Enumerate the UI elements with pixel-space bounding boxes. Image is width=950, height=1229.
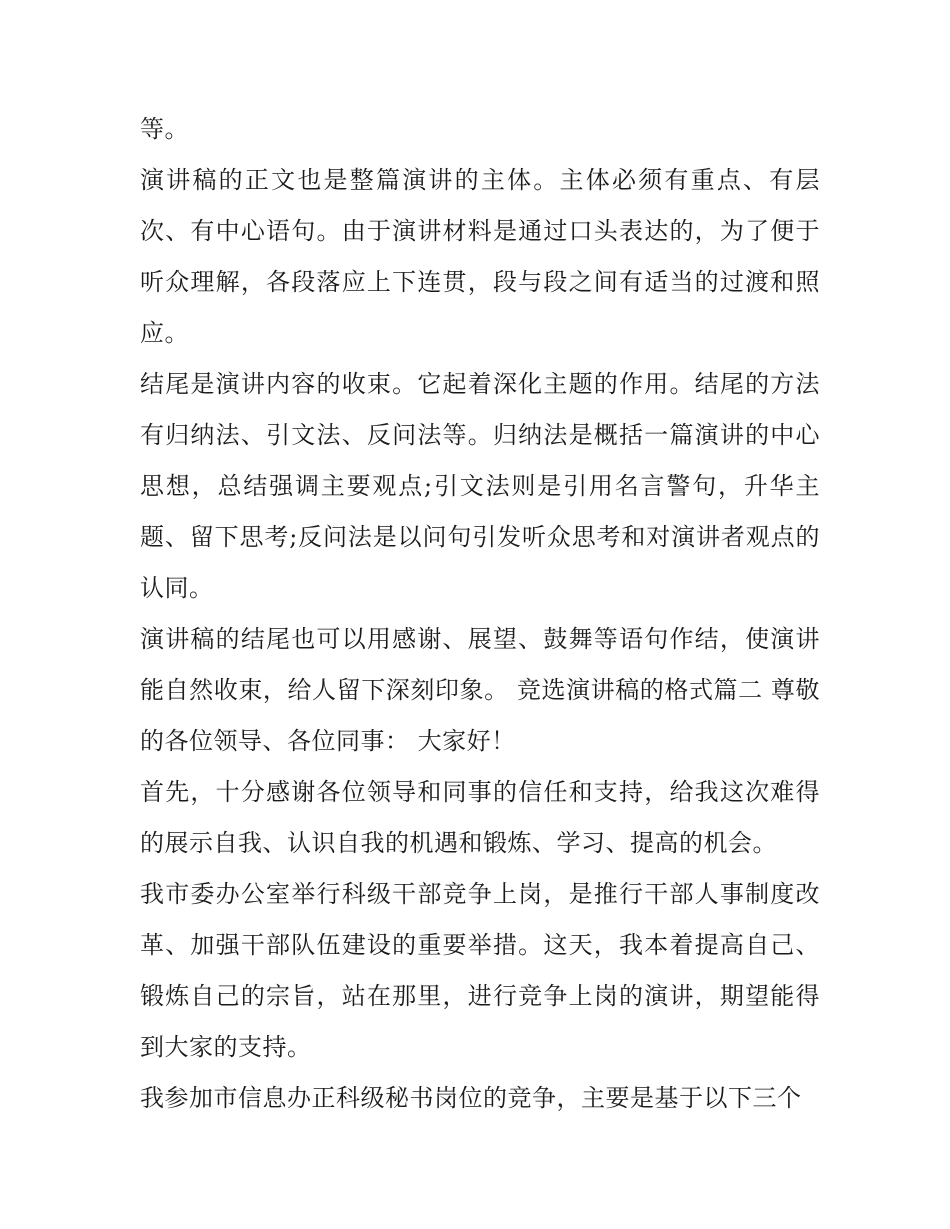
document-body xyxy=(140,104,820,1124)
paragraph-continuation: 等。 xyxy=(140,115,189,143)
paragraph-ending-section: 结尾是演讲内容的收束。它起着深化主题的作用。结尾的方法有归纳法、引文法、反问法等。归纳法是概括一篇演讲的中心思想，总结强调主要观点;引文法则是引用名言警句，升华主题、留下思考;反问法是以问句引发听众思考和对演讲者观点的认同。 xyxy=(140,370,820,602)
paragraph-body-section: 演讲稿的正文也是整篇演讲的主体。主体必须有重点、有层次、有中心语句。由于演讲材料是通过口头表达的，为了便于听众理解，各段落应上下连贯，段与段之间有适当的过渡和照应。 xyxy=(140,166,820,347)
paragraph-gratitude: 首先，十分感谢各位领导和同事的信任和支持，给我这次难得的展示自我、认识自我的机遇和锻炼、学习、提高的机会。 xyxy=(140,778,820,857)
paragraph-ending-thanks: 演讲稿的结尾也可以用感谢、展望、鼓舞等语句作结，使演讲能自然收束，给人留下深刻印象。 竞选演讲稿的格式篇二 尊敬的各位领导、各位同事： 大家好！ xyxy=(140,625,820,755)
paragraph-reform: 我市委办公室举行科级干部竞争上岗，是推行干部人事制度改革、加强干部队伍建设的重要举措。这天，我本着提高自己、锻炼自己的宗旨，站在那里，进行竞争上岗的演讲，期望能得到大家的支持。 xyxy=(140,880,820,1061)
paragraph-position: 我参加市信息办正科级秘书岗位的竞争，主要是基于以下三个 xyxy=(140,1084,802,1112)
